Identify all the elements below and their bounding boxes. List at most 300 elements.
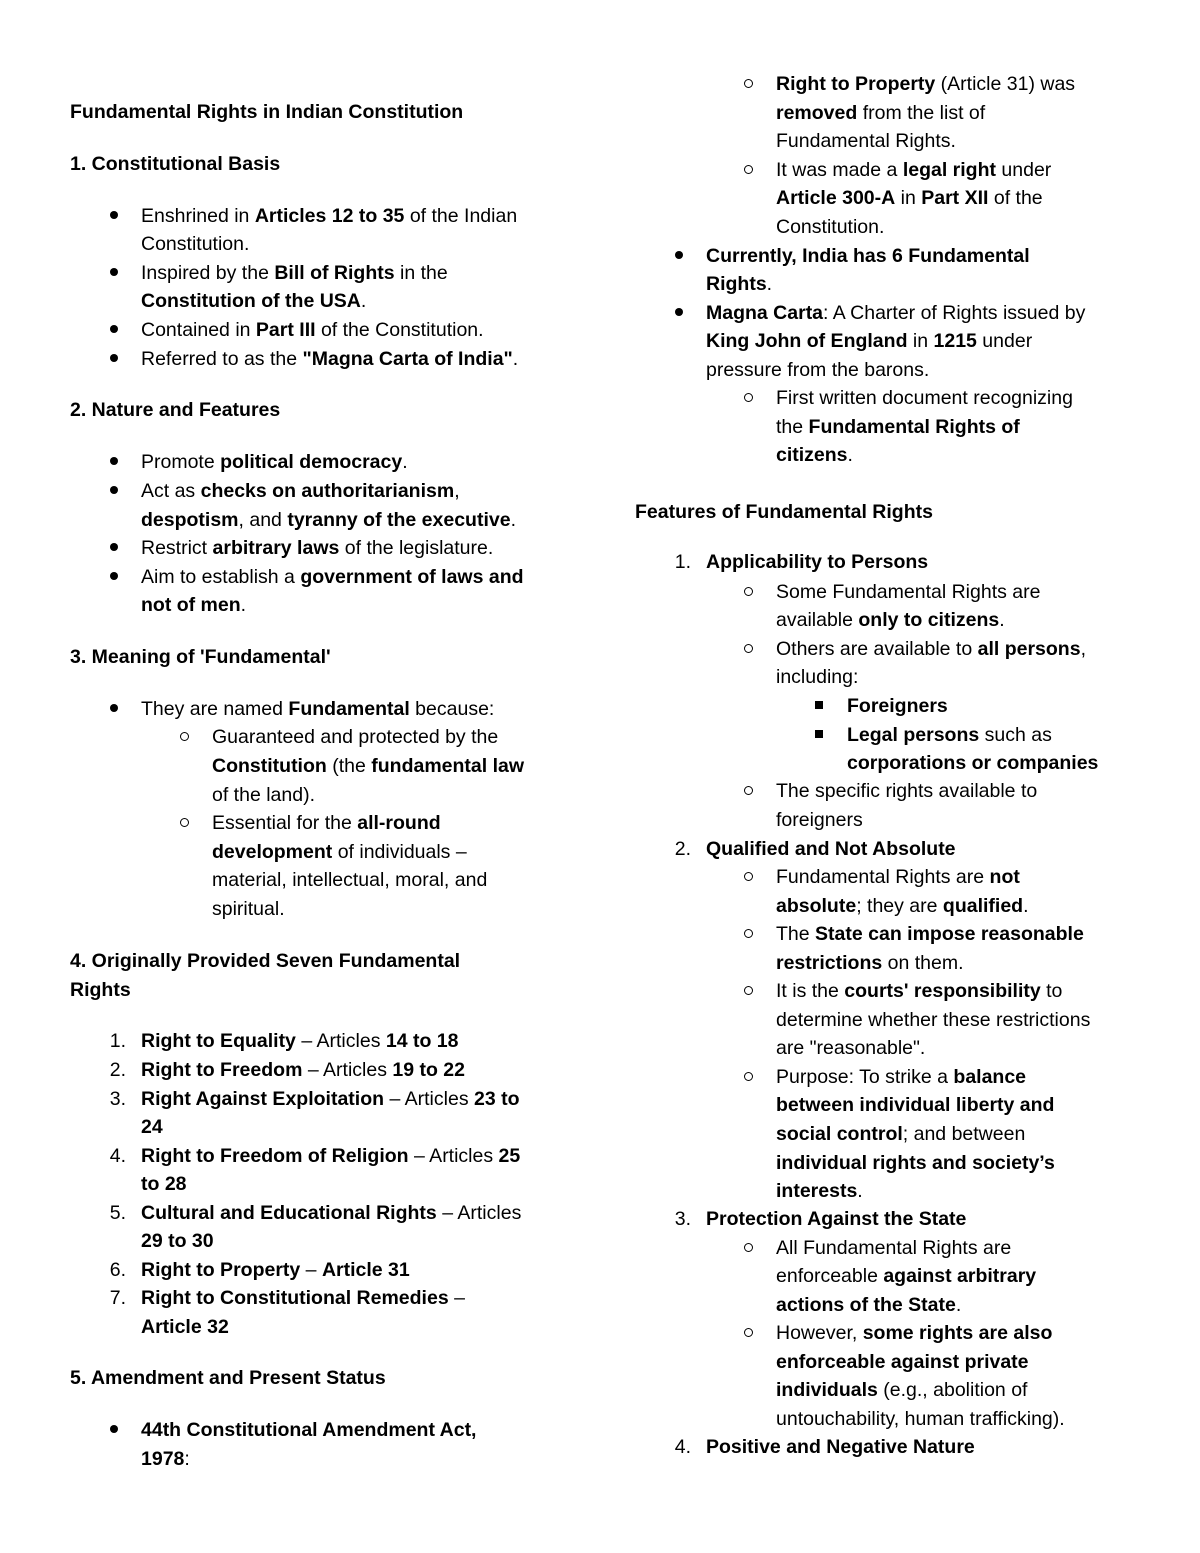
- text-line: [141, 695, 494, 723]
- bold-text: qualified: [942, 895, 1024, 917]
- bold-text: Rights: [70, 979, 131, 1001]
- text-run: ,: [1080, 638, 1086, 660]
- text-run: pressure from the barons.: [706, 359, 930, 381]
- bold-text: Right to Property: [776, 73, 936, 95]
- bullet-circle-icon: [174, 809, 194, 837]
- bullet-disc-icon: [104, 1416, 124, 1444]
- bullet-glyph-icon: [744, 393, 753, 402]
- text-run: .: [360, 290, 367, 312]
- text-run: Others are available to: [776, 638, 978, 660]
- text-line: [674, 1433, 975, 1461]
- bullet-disc-icon: [104, 448, 124, 476]
- text-run: Fundamental Rights.: [776, 130, 956, 152]
- bullet-glyph-icon: [110, 457, 118, 465]
- text-line: [776, 663, 858, 691]
- text-run: .: [857, 1180, 863, 1202]
- text-run: They are named: [141, 698, 289, 720]
- bold-text: actions of the State: [776, 1294, 956, 1316]
- text-line: [706, 356, 929, 384]
- text-line: [776, 127, 956, 155]
- text-line: [109, 1056, 465, 1084]
- bold-text: government of laws and: [300, 566, 524, 588]
- text-run: Constitution.: [141, 233, 250, 255]
- text-run: untouchability, human trafficking).: [776, 1408, 1065, 1430]
- text-run: Contained in: [141, 319, 256, 341]
- bold-text: Protection Against the State: [706, 1208, 967, 1230]
- bullet-circle-icon: [738, 70, 758, 98]
- bold-text: Constitution of the USA: [141, 290, 361, 312]
- bullet-glyph-icon: [110, 572, 118, 580]
- list-number: 4.: [674, 1436, 691, 1458]
- text-line: [141, 345, 518, 373]
- text-run: (e.g., abolition of: [877, 1379, 1028, 1401]
- text-line: [141, 259, 448, 287]
- bold-text: enforceable against private: [776, 1351, 1029, 1373]
- bullet-circle-icon: [738, 384, 758, 412]
- bullet-glyph-icon: [815, 701, 823, 709]
- text-run: .: [955, 1294, 962, 1316]
- text-run: – Articles: [302, 1059, 393, 1081]
- bold-text: individual rights and society’s: [776, 1152, 1055, 1174]
- text-run: – Articles: [295, 1030, 386, 1052]
- text-run: – Articles: [384, 1088, 474, 1110]
- bold-text: social control: [776, 1123, 903, 1145]
- list-number: 3.: [109, 1088, 126, 1110]
- text-run: of the Constitution.: [315, 319, 484, 341]
- text-line: [141, 1416, 476, 1444]
- text-line: [776, 1262, 1036, 1290]
- text-run: The specific rights available to: [776, 780, 1038, 802]
- bold-text: 1978: [141, 1448, 185, 1470]
- text-run: .: [240, 594, 247, 616]
- text-run: on them.: [882, 952, 964, 974]
- list-number: 6.: [109, 1259, 126, 1281]
- bold-text: Right Against Exploitation: [141, 1088, 385, 1110]
- text-line: [776, 977, 1062, 1005]
- bullet-disc-icon: [104, 695, 124, 723]
- bullet-circle-icon: [738, 863, 758, 891]
- bold-text: not: [989, 866, 1020, 888]
- text-line: [212, 723, 498, 751]
- bold-text: tyranny of the executive: [287, 509, 511, 531]
- text-run: Constitution.: [776, 216, 885, 238]
- section-heading: [70, 396, 280, 424]
- bullet-disc-icon: [104, 202, 124, 230]
- bullet-disc-icon: [104, 259, 124, 287]
- text-line: [141, 591, 246, 619]
- text-line: [776, 413, 1020, 441]
- text-line: [776, 384, 1073, 412]
- bold-text: Features of Fundamental Rights: [635, 501, 933, 523]
- text-run: .: [512, 348, 519, 370]
- text-run: .: [766, 273, 773, 295]
- bold-text: 4. Originally Provided Seven Fundamental: [70, 950, 461, 972]
- bold-text: Right to Equality: [141, 1030, 296, 1052]
- bullet-circle-icon: [738, 920, 758, 948]
- text-run: from the list of: [857, 102, 986, 124]
- bullet-disc-icon: [104, 563, 124, 591]
- bold-text: Magna Carta: [706, 302, 824, 324]
- text-run: because:: [409, 698, 495, 720]
- text-run: Enshrined in: [141, 205, 255, 227]
- text-line: [141, 202, 517, 230]
- text-run: of individuals –: [332, 841, 467, 863]
- bullet-glyph-icon: [675, 308, 683, 316]
- text-line: [776, 1319, 1052, 1347]
- bullet-glyph-icon: [180, 732, 189, 741]
- bullet-glyph-icon: [744, 786, 753, 795]
- section-heading: [635, 498, 933, 526]
- text-line: [776, 1291, 961, 1319]
- bold-text: fundamental law: [371, 755, 525, 777]
- bold-text: individuals: [776, 1379, 878, 1401]
- bullet-glyph-icon: [744, 986, 753, 995]
- bold-text: Currently, India has 6 Fundamental: [706, 245, 1030, 267]
- text-run: in: [907, 330, 934, 352]
- bold-text: checks on authoritarianism: [200, 480, 455, 502]
- bold-text: State can impose reasonable: [815, 923, 1084, 945]
- text-line: [212, 781, 315, 809]
- text-line: [141, 1170, 187, 1198]
- text-line: [706, 270, 772, 298]
- text-line: [109, 1027, 459, 1055]
- text-run: including:: [776, 666, 859, 688]
- text-run: to: [1040, 980, 1063, 1002]
- text-line: [776, 806, 863, 834]
- bullet-glyph-icon: [110, 543, 118, 551]
- bold-text: only to citizens: [858, 609, 1000, 631]
- text-run: (Article 31) was: [935, 73, 1076, 95]
- text-run: :: [184, 1448, 190, 1470]
- bold-text: citizens: [776, 444, 848, 466]
- text-run: ,: [454, 480, 460, 502]
- bullet-glyph-icon: [110, 268, 118, 276]
- text-run: are "reasonable".: [776, 1037, 926, 1059]
- text-line: [109, 1199, 522, 1227]
- text-run: such as: [979, 724, 1052, 746]
- bullet-glyph-icon: [744, 872, 753, 881]
- bullet-glyph-icon: [744, 79, 753, 88]
- bold-text: development: [212, 841, 333, 863]
- text-line: [776, 1234, 1011, 1262]
- bold-text: Right to Constitutional Remedies: [141, 1287, 449, 1309]
- text-line: [776, 1376, 1027, 1404]
- bold-text: all persons: [977, 638, 1081, 660]
- bullet-glyph-icon: [744, 929, 753, 938]
- text-run: of the Indian: [404, 205, 518, 227]
- text-run: It is the: [776, 980, 845, 1002]
- bold-text: 25: [498, 1145, 521, 1167]
- text-run: (the: [326, 755, 372, 777]
- text-run: The: [776, 923, 816, 945]
- bold-text: Rights: [706, 273, 767, 295]
- bullet-circle-icon: [738, 578, 758, 606]
- bold-text: Applicability to Persons: [706, 551, 929, 573]
- bold-text: removed: [776, 102, 858, 124]
- text-run: Essential for the: [212, 812, 358, 834]
- text-line: [141, 287, 366, 315]
- bold-text: some rights are also: [862, 1322, 1053, 1344]
- bold-text: Part XII: [921, 187, 989, 209]
- text-run: .: [510, 509, 516, 531]
- bullet-glyph-icon: [110, 211, 118, 219]
- bold-text: balance: [953, 1066, 1027, 1088]
- bold-text: Article 300-A: [776, 187, 896, 209]
- text-line: [776, 892, 1029, 920]
- text-run: First written document recognizing: [776, 387, 1073, 409]
- text-run: , and: [238, 509, 288, 531]
- text-line: [141, 448, 408, 476]
- bold-text: "Magna Carta of India": [302, 348, 513, 370]
- bullet-square-icon: [809, 721, 829, 749]
- bold-text: Cultural and Educational Rights: [141, 1202, 437, 1224]
- text-line: [706, 327, 1032, 355]
- text-run: the: [776, 416, 809, 438]
- text-run: .: [402, 451, 408, 473]
- text-line: [776, 1063, 1026, 1091]
- list-number: 5.: [109, 1202, 126, 1224]
- text-run: spiritual.: [212, 898, 285, 920]
- text-line: [776, 578, 1040, 606]
- text-run: – Articles: [436, 1202, 522, 1224]
- text-run: It was made a: [776, 159, 903, 181]
- text-line: [776, 635, 1086, 663]
- bold-text: 3. Meaning of 'Fundamental': [70, 646, 331, 668]
- bold-text: restrictions: [776, 952, 883, 974]
- list-number: 2.: [674, 838, 691, 860]
- bullet-glyph-icon: [110, 325, 118, 333]
- text-line: [776, 949, 964, 977]
- text-line: [109, 1284, 465, 1312]
- bullet-circle-icon: [738, 977, 758, 1005]
- text-line: [776, 441, 853, 469]
- text-run: under: [976, 330, 1033, 352]
- text-line: [141, 1445, 190, 1473]
- text-line: [776, 1120, 1025, 1148]
- text-run: Referred to as the: [141, 348, 303, 370]
- bold-text: 14 to 18: [385, 1030, 459, 1052]
- bold-text: all-round: [357, 812, 441, 834]
- bold-text: Constitution: [212, 755, 327, 777]
- bold-text: 44th Constitutional Amendment Act,: [141, 1419, 477, 1441]
- text-line: [674, 1205, 967, 1233]
- text-run: in: [895, 187, 922, 209]
- text-run: Aim to establish a: [141, 566, 301, 588]
- bold-text: against arbitrary: [883, 1265, 1037, 1287]
- bullet-glyph-icon: [110, 1425, 118, 1433]
- text-line: [109, 1142, 521, 1170]
- text-run: Act as: [141, 480, 201, 502]
- bullet-square-icon: [809, 692, 829, 720]
- bold-text: King John of England: [706, 330, 908, 352]
- text-run: .: [999, 609, 1005, 631]
- section-heading: [70, 947, 460, 975]
- text-run: –: [300, 1259, 322, 1281]
- section-heading: [70, 976, 131, 1004]
- bold-text: Bill of Rights: [274, 262, 395, 284]
- text-run: enforceable: [776, 1265, 884, 1287]
- bold-text: 1215: [933, 330, 977, 352]
- text-line: [674, 835, 956, 863]
- text-line: [141, 1227, 214, 1255]
- bullet-glyph-icon: [110, 486, 118, 494]
- bold-text: Fundamental Rights of: [808, 416, 1020, 438]
- text-run: available: [776, 609, 859, 631]
- bold-text: Fundamental Rights in Indian Constitution: [70, 101, 464, 123]
- text-run: ; they are: [856, 895, 943, 917]
- bold-text: Positive and Negative Nature: [706, 1436, 975, 1458]
- bullet-disc-icon: [669, 299, 689, 327]
- bullet-disc-icon: [104, 534, 124, 562]
- text-run: of the land).: [212, 784, 315, 806]
- text-line: [776, 1149, 1055, 1177]
- text-line: [776, 606, 1005, 634]
- bullet-glyph-icon: [744, 644, 753, 653]
- bold-text: between individual liberty and: [776, 1094, 1055, 1116]
- bold-text: to 28: [141, 1173, 187, 1195]
- bold-text: interests: [776, 1180, 858, 1202]
- list-number: 4.: [109, 1145, 126, 1167]
- bold-text: 24: [141, 1116, 163, 1138]
- bold-text: Articles 12 to 35: [254, 205, 405, 227]
- text-run: All Fundamental Rights are: [776, 1237, 1012, 1259]
- text-run: under: [996, 159, 1052, 181]
- bullet-glyph-icon: [744, 1243, 753, 1252]
- bullet-disc-icon: [104, 477, 124, 505]
- bold-text: 23 to: [473, 1088, 520, 1110]
- text-line: [776, 920, 1084, 948]
- bullet-glyph-icon: [110, 704, 118, 712]
- bullet-disc-icon: [104, 316, 124, 344]
- text-line: [141, 506, 516, 534]
- bold-text: Part III: [255, 319, 316, 341]
- bold-text: Legal persons: [847, 724, 980, 746]
- bullet-glyph-icon: [744, 165, 753, 174]
- text-line: [141, 316, 484, 344]
- text-line: [141, 563, 524, 591]
- bold-text: Article 32: [141, 1316, 229, 1338]
- text-run: Some Fundamental Rights are: [776, 581, 1041, 603]
- bold-text: Qualified and Not Absolute: [706, 838, 956, 860]
- text-line: [847, 692, 948, 720]
- bold-text: Article 31: [321, 1259, 410, 1281]
- text-run: determine whether these restrictions: [776, 1009, 1091, 1031]
- text-line: [776, 863, 1020, 891]
- bullet-circle-icon: [738, 1234, 758, 1262]
- text-run: : A Charter of Rights issued by: [823, 302, 1086, 324]
- section-heading: [70, 643, 331, 671]
- bold-text: 19 to 22: [392, 1059, 465, 1081]
- bold-text: Right to Freedom: [141, 1059, 303, 1081]
- text-line: [212, 809, 441, 837]
- text-run: Purpose: To strike a: [776, 1066, 954, 1088]
- bold-text: legal right: [902, 159, 996, 181]
- text-run: Inspired by the: [141, 262, 275, 284]
- bullet-circle-icon: [738, 635, 758, 663]
- bullet-glyph-icon: [675, 251, 683, 259]
- text-run: foreigners: [776, 809, 863, 831]
- bold-text: Fundamental: [288, 698, 410, 720]
- bullet-circle-icon: [738, 156, 758, 184]
- text-line: [706, 242, 1030, 270]
- section-heading: [70, 150, 280, 178]
- text-run: .: [847, 444, 853, 466]
- bullet-circle-icon: [174, 723, 194, 751]
- text-run: ; and between: [902, 1123, 1026, 1145]
- list-number: 1.: [674, 551, 691, 573]
- bullet-circle-icon: [738, 777, 758, 805]
- bullet-glyph-icon: [744, 587, 753, 596]
- text-line: [212, 752, 524, 780]
- text-line: [776, 1006, 1090, 1034]
- text-run: of the legislature.: [339, 537, 494, 559]
- text-line: [776, 1034, 925, 1062]
- text-line: [776, 1405, 1065, 1433]
- bullet-disc-icon: [669, 242, 689, 270]
- bold-text: 1. Constitutional Basis: [70, 153, 281, 175]
- text-run: .: [1023, 895, 1029, 917]
- text-run: in the: [394, 262, 448, 284]
- bullet-circle-icon: [738, 1063, 758, 1091]
- bullet-disc-icon: [104, 345, 124, 373]
- text-run: –: [448, 1287, 465, 1309]
- text-line: [109, 1085, 520, 1113]
- text-line: [776, 70, 1075, 98]
- text-line: [776, 213, 884, 241]
- text-line: [141, 1113, 163, 1141]
- text-line: [847, 721, 1052, 749]
- text-run: – Articles: [408, 1145, 499, 1167]
- bullet-glyph-icon: [744, 1328, 753, 1337]
- bold-text: 2. Nature and Features: [70, 399, 281, 421]
- bullet-glyph-icon: [110, 354, 118, 362]
- text-line: [706, 299, 1085, 327]
- text-run: However,: [776, 1322, 863, 1344]
- text-line: [141, 230, 249, 258]
- text-line: [212, 838, 467, 866]
- text-line: [141, 534, 493, 562]
- text-line: [776, 99, 985, 127]
- bold-text: 5. Amendment and Present Status: [70, 1367, 386, 1389]
- bold-text: political democracy: [220, 451, 403, 473]
- text-run: Restrict: [141, 537, 213, 559]
- bold-text: absolute: [776, 895, 857, 917]
- text-run: Guaranteed and protected by the: [212, 726, 499, 748]
- text-line: [776, 1177, 863, 1205]
- text-line: [776, 1091, 1054, 1119]
- list-number: 3.: [674, 1208, 691, 1230]
- section-heading: [70, 98, 463, 126]
- text-run: Promote: [141, 451, 221, 473]
- section-heading: [70, 1364, 386, 1392]
- bullet-circle-icon: [738, 1319, 758, 1347]
- bold-text: 29 to 30: [141, 1230, 214, 1252]
- list-number: 1.: [109, 1030, 126, 1052]
- text-run: of the: [988, 187, 1043, 209]
- text-line: [212, 866, 487, 894]
- bullet-glyph-icon: [180, 818, 189, 827]
- bold-text: Right to Property: [141, 1259, 301, 1281]
- text-line: [141, 1313, 229, 1341]
- bold-text: Foreigners: [847, 695, 948, 717]
- text-line: [776, 184, 1043, 212]
- bold-text: courts' responsibility: [844, 980, 1041, 1002]
- bold-text: not of men: [141, 594, 241, 616]
- bullet-glyph-icon: [815, 730, 823, 738]
- text-line: [776, 777, 1037, 805]
- text-line: [212, 895, 285, 923]
- text-run: Fundamental Rights are: [776, 866, 990, 888]
